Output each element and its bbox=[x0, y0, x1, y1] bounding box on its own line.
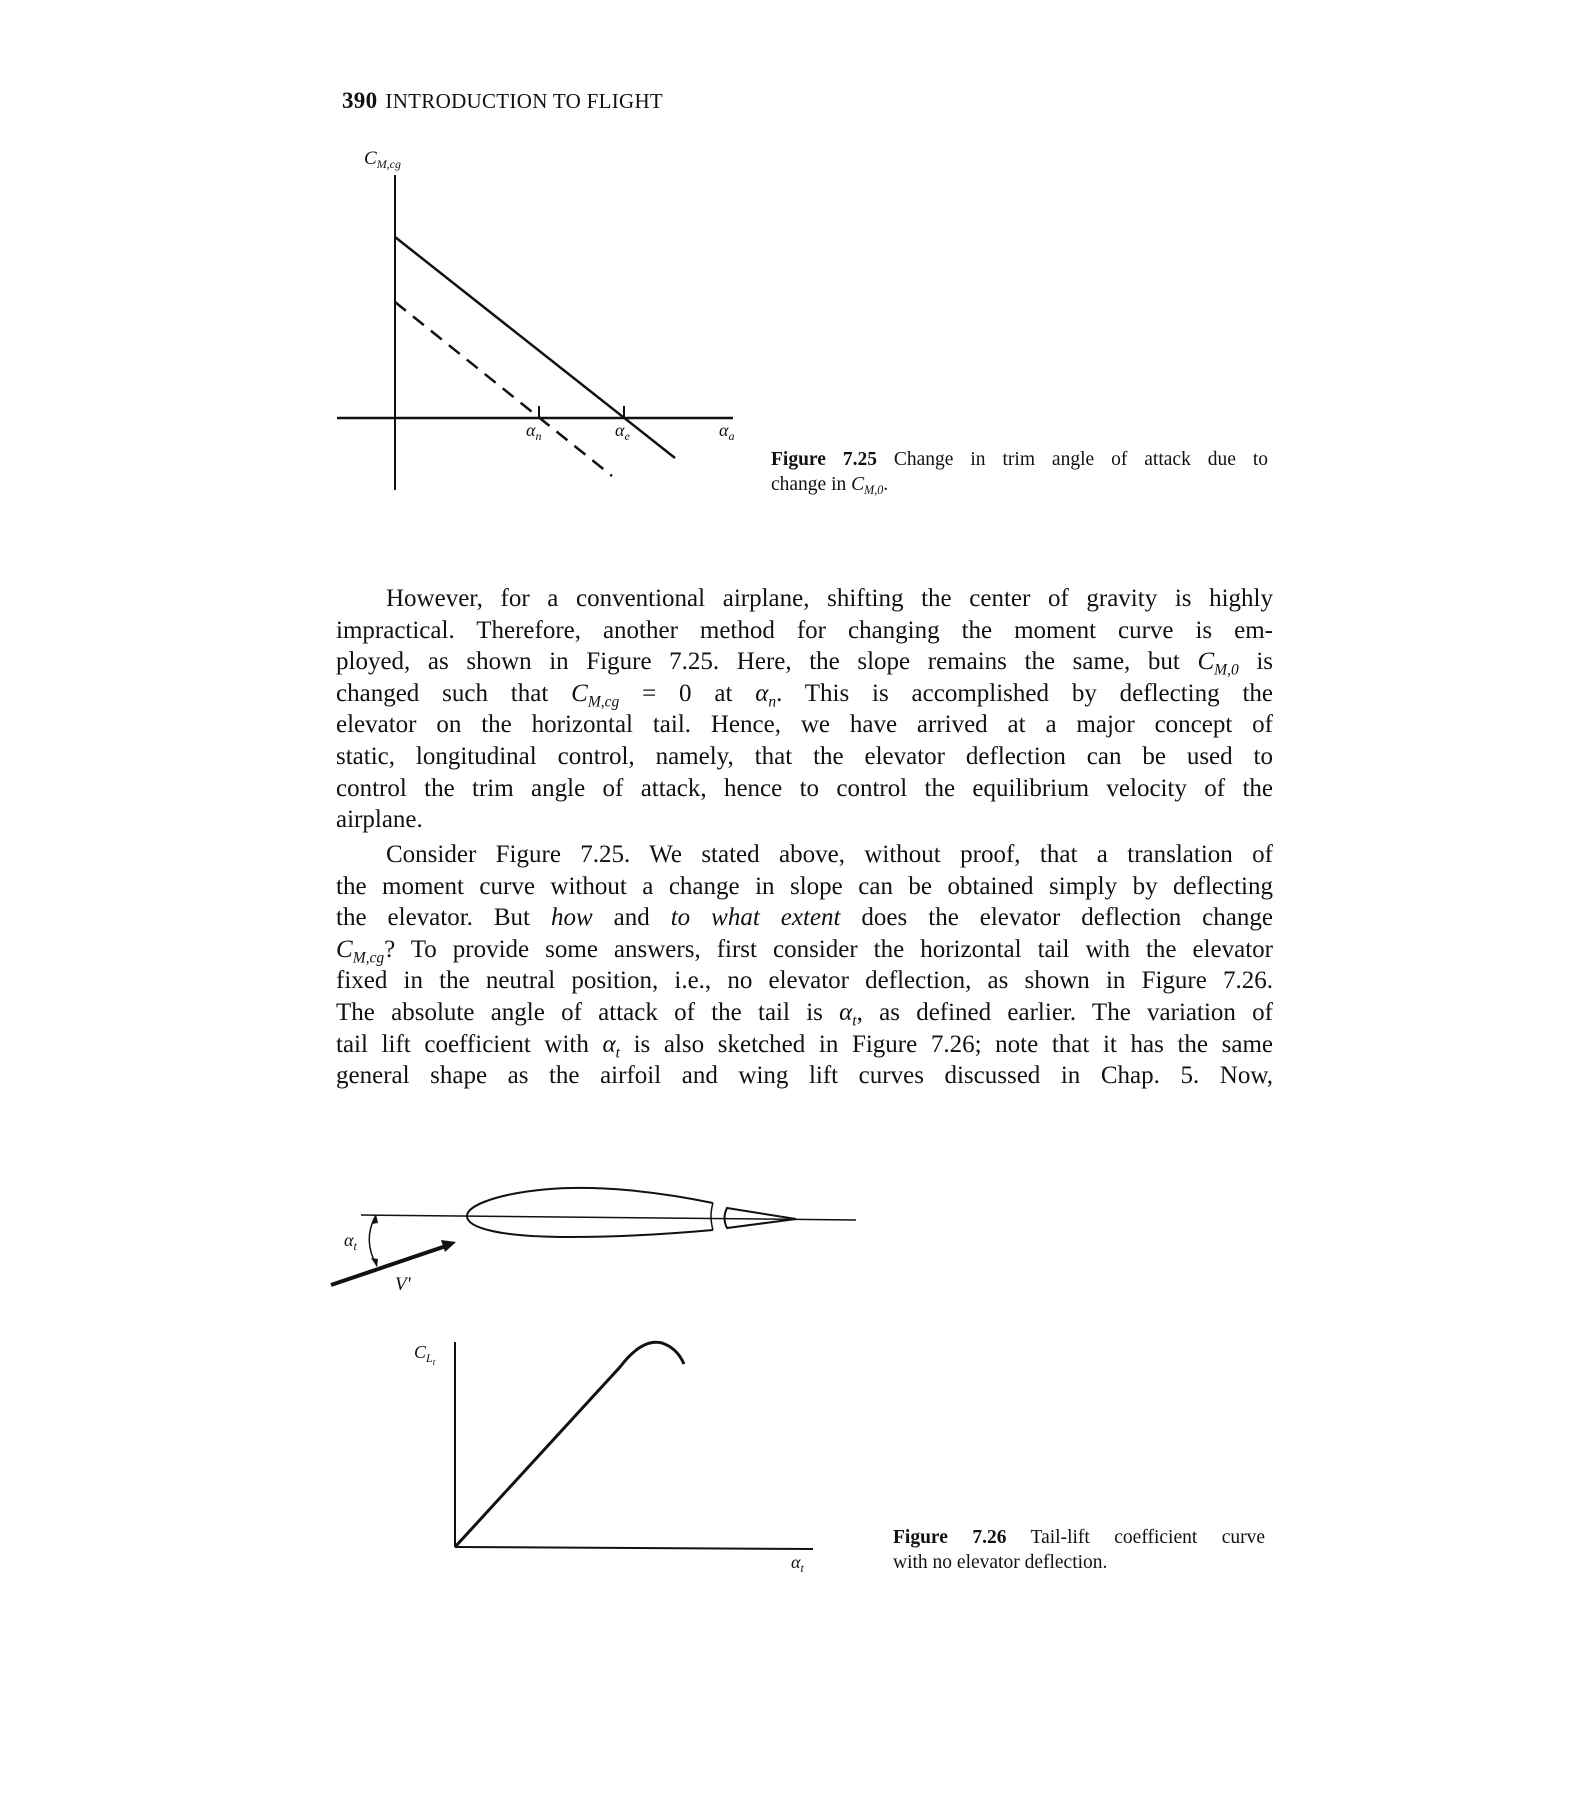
elevator bbox=[725, 1208, 797, 1228]
text-run: control the trim angle of attack, hence to control the equilibrium velocity of the bbox=[336, 774, 1273, 802]
text-line bbox=[336, 997, 1273, 1029]
italic-text: α bbox=[602, 1030, 616, 1058]
text-run: ployed, as shown in Figure 7.25. Here, the slope remains the same, but bbox=[336, 648, 1198, 676]
caption-label: Figure 7.26 bbox=[893, 1527, 1007, 1548]
x-axis-label: $\alpha_a$ bbox=[719, 420, 735, 443]
italic-text: α bbox=[839, 998, 853, 1026]
caption-text: Tail-lift coefficient curve bbox=[1030, 1527, 1266, 1548]
text-run: is bbox=[1238, 648, 1273, 676]
text-run: elevator on the horizontal tail. Hence, we have arrived at a major concept of bbox=[336, 711, 1273, 739]
italic-text: to what extent bbox=[670, 904, 841, 932]
alpha-e-label: $\alpha_e$ bbox=[615, 420, 630, 443]
subscript: t bbox=[615, 1043, 620, 1061]
text-line bbox=[336, 1060, 1273, 1092]
book-title: INTRODUCTION TO FLIGHT bbox=[385, 89, 664, 113]
text-run: static, longitudinal control, namely, that the elevator deflection can be used to bbox=[336, 742, 1273, 770]
text-line bbox=[336, 839, 1273, 871]
text-line bbox=[336, 804, 1273, 836]
hinge-gap bbox=[711, 1203, 713, 1230]
page-number: 390 bbox=[342, 88, 378, 113]
text-run: = 0 at bbox=[619, 679, 756, 707]
subscript: M,0 bbox=[1214, 661, 1239, 679]
text-run: ? To provide some answers, first consider the horizontal tail with the elevator bbox=[384, 935, 1273, 963]
text-line bbox=[336, 583, 1273, 615]
velocity-label: V' bbox=[395, 1274, 411, 1295]
text-line bbox=[336, 902, 1273, 934]
y-axis-label: $C_Lt$ bbox=[414, 1342, 436, 1367]
caption-text: Change in trim angle of attack due to bbox=[893, 449, 1269, 470]
text-run: and bbox=[592, 904, 671, 932]
velocity-arrowhead bbox=[441, 1240, 456, 1252]
text-run: does the elevator deflection change bbox=[840, 904, 1273, 932]
text-line bbox=[336, 615, 1273, 647]
text-line bbox=[336, 934, 1273, 966]
text-run: Consider Figure 7.25. We stated above, without proof, that a translation of bbox=[386, 841, 1273, 868]
italic-text: C bbox=[1197, 648, 1215, 676]
subscript: M,cg bbox=[587, 693, 620, 711]
caption-subscript: M,0 bbox=[864, 483, 884, 498]
italic-text: α bbox=[755, 679, 769, 707]
text-run: airplane. bbox=[336, 806, 423, 834]
caption-label: Figure 7.25 bbox=[771, 449, 877, 470]
text-line bbox=[336, 678, 1273, 710]
figure-7-26-airfoil bbox=[331, 1188, 856, 1295]
alpha-n-label: $\alpha_n$ bbox=[526, 420, 542, 443]
caption-symbol: C bbox=[851, 474, 865, 495]
italic-text: C bbox=[336, 935, 353, 963]
text-run: impractical. Therefore, another method for changing the moment curve is em- bbox=[336, 616, 1273, 644]
text-run: fixed in the neutral position, i.e., no elevator deflection, as shown in Figure 7.26. bbox=[336, 967, 1273, 995]
velocity-arrow-shaft bbox=[331, 1246, 446, 1285]
text-line bbox=[336, 741, 1273, 773]
text-run: tail lift coefficient with bbox=[336, 1030, 603, 1058]
text-run: The absolute angle of attack of the tail is bbox=[336, 998, 840, 1026]
text-line bbox=[336, 773, 1273, 805]
caption-period: . bbox=[883, 474, 889, 495]
text-line bbox=[336, 965, 1273, 997]
figure-7-26-lift-curve bbox=[414, 1342, 813, 1575]
alpha-t-label: $\alpha_t$ bbox=[344, 1230, 357, 1253]
text-run: However, for a conventional airplane, shifting the center of gravity is highly bbox=[386, 585, 1273, 612]
x-axis bbox=[455, 1547, 813, 1549]
x-axis-label: $\alpha_t$ bbox=[791, 1552, 804, 1575]
figure-7-25 bbox=[337, 148, 734, 490]
text-run: . This is accomplished by deflecting the bbox=[776, 679, 1273, 707]
text-run: the elevator. But bbox=[336, 904, 551, 932]
text-run: the moment curve without a change in slope can be obtained simply by deflecting bbox=[336, 872, 1273, 900]
text-line bbox=[336, 1029, 1273, 1061]
text-run: , as defined earlier. The variation of bbox=[856, 998, 1273, 1026]
text-line bbox=[336, 871, 1273, 903]
tail-airfoil bbox=[467, 1188, 713, 1237]
body-paragraph-1 bbox=[336, 583, 1273, 836]
subscript: M,cg bbox=[352, 949, 385, 967]
text-run: general shape as the airfoil and wing lift curves discussed in Chap. 5. Now, bbox=[336, 1062, 1273, 1090]
moment-curve-dashed bbox=[395, 302, 612, 476]
subscript: n bbox=[768, 693, 777, 711]
italic-text: C bbox=[571, 679, 588, 707]
text-line bbox=[336, 709, 1273, 741]
text-line bbox=[336, 646, 1273, 678]
body-paragraph-2 bbox=[336, 839, 1273, 1092]
italic-text: how bbox=[550, 904, 593, 932]
figure-7-26-caption bbox=[893, 1525, 1265, 1575]
caption-text: with no elevator deflection. bbox=[893, 1552, 1108, 1573]
figure-7-25-caption bbox=[771, 447, 1268, 503]
y-axis-label: $C_{M,cg}$ bbox=[364, 148, 402, 171]
caption-text: change in bbox=[771, 474, 852, 495]
arc-arrowhead-bottom bbox=[371, 1258, 378, 1267]
lift-curve bbox=[455, 1342, 684, 1547]
text-run: changed such that bbox=[336, 679, 572, 707]
subscript: t bbox=[852, 1012, 857, 1030]
text-run: is also sketched in Figure 7.26; note that it has the same bbox=[619, 1030, 1273, 1058]
